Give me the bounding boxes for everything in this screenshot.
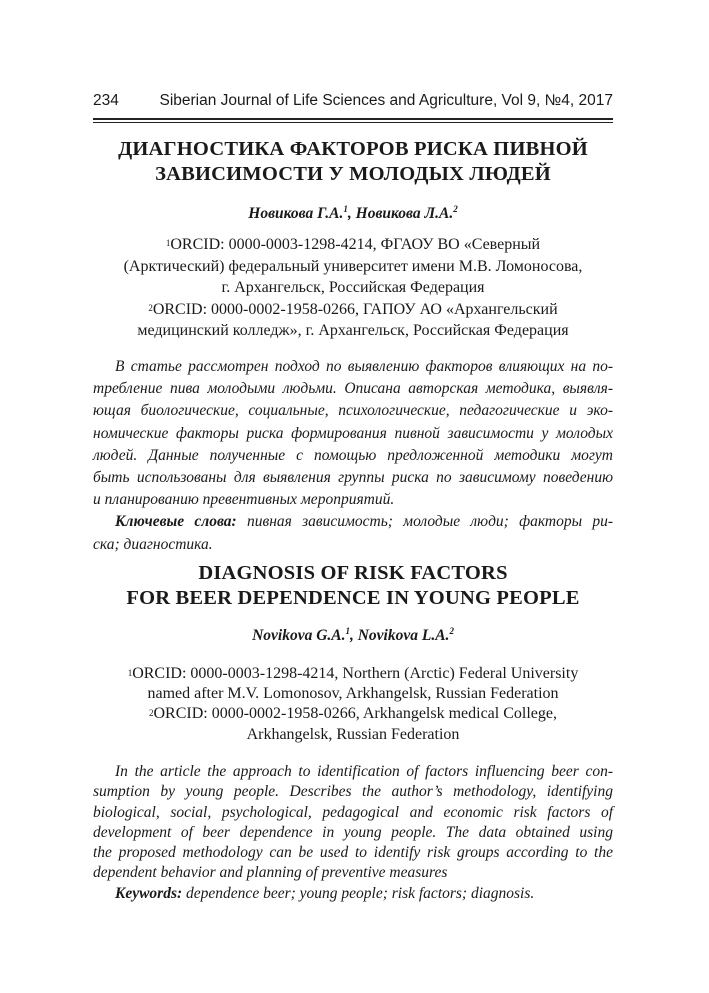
abstract-line: In the article the approach to identification of factors influencing beer con- [115,763,613,780]
affiliation-text: Arkhangelsk, Russian Federation [246,725,460,743]
title-line: DIAGNOSIS OF RISK FACTORS [198,562,508,584]
abstract-line: В статье рассмотрен подход по выявлению факторов влияющих на по- [115,358,613,375]
affiliation-line [93,725,613,745]
affiliation-text: ORCID: 0000-0002-1958-0266, ГАПОУ АО «Архангельский [152,300,558,318]
author-separator: , [349,627,358,644]
ru-affiliations [93,234,613,342]
keywords-text: dependence beer; young people; risk factors; diagnosis. [182,884,535,902]
en-authors [93,627,613,645]
page-number: 234 [93,92,119,109]
affiliation-line [93,277,613,299]
ru-title [93,137,613,187]
en-title [93,561,613,611]
affiliation-line [93,704,613,724]
affiliation-line [93,664,613,684]
header-rule-thick [93,118,613,120]
author: Новикова Г.А. [248,205,344,222]
abstract-line: sumption by young people. Describes the author’s methodology, identifying [93,783,613,801]
author-sup: 1 [343,204,348,214]
journal-name: Siberian Journal of Life Sciences and Agriculture, Vol 9, №4, 2017 [159,92,613,109]
en-abstract [93,762,613,904]
ru-authors [93,205,613,223]
affiliation-sup: 1 [165,238,171,248]
affiliation-text: named after M.V. Lomonosov, Arkhangelsk, Russian Federation [147,685,559,703]
keywords-label: Keywords: [115,884,183,902]
header-rule-thin [93,122,613,123]
affiliation-line [93,234,613,256]
author-sup: 1 [345,626,350,636]
abstract-line: development of beer dependence in young people. The data obtained using [93,823,613,841]
abstract-line: людей. Данные полученные с помощью предложенной методики могут [93,446,613,464]
affiliation-text: ORCID: 0000-0003-1298-4214, Northern (Arctic) Federal University [132,665,579,682]
keywords-label: Ключевые слова: [115,513,237,531]
abstract-line: biological, social, psychological, pedagogical and economic risk factors of [93,803,613,821]
running-header [93,92,613,110]
abstract-line: номические факторы риска формирования пивной зависимости у молодых [93,424,613,442]
abstract-line: требление пива молодыми людьми. Описана авторская методика, выявля- [93,380,613,398]
author: Novikova G.A. [252,627,346,644]
title-line: FOR BEER DEPENDENCE IN YOUNG PEOPLE [126,587,580,609]
keywords-line [93,884,613,904]
affiliation-line [93,256,613,278]
affiliation-line [93,684,613,704]
author: Novikova L.A. [357,627,450,644]
affiliation-sup: 2 [149,708,154,719]
en-affiliations [93,664,613,745]
abstract-line: ющая биологические, социальные, психологические, педагогические и эко- [93,402,613,420]
author-sup: 2 [453,204,458,214]
abstract-line: быть использованы для выявления группы риска по зависимому поведению [93,468,613,486]
keywords-text: пивная зависимость; молодые люди; факторы ри- [236,513,613,531]
abstract-line: the proposed methodology can be used to identify risk groups according to the [93,844,613,862]
abstract-line: dependent behavior and planning of preventive measures [93,864,448,882]
affiliation-sup: 1 [127,668,133,678]
abstract-line: и планированию превентивных мероприятий. [93,491,395,509]
affiliation-text: (Арктический) федеральный университет имени М.В. Ломоносова, [123,257,583,275]
author: Новикова Л.А. [355,205,454,222]
ru-abstract [93,356,613,556]
title-line: ДИАГНОСТИКА ФАКТОРОВ РИСКА ПИВНОЙ [118,138,588,160]
affiliation-text: г. Архангельск, Российская Федерация [221,279,485,296]
affiliation-line [93,320,613,342]
author-separator: , [347,205,356,222]
affiliation-text: медицинский колледж», г. Архангельск, Российская Федерация [137,322,569,339]
title-line: ЗАВИСИМОСТИ У МОЛОДЫХ ЛЮДЕЙ [155,163,551,185]
affiliation-text: ORCID: 0000-0002-1958-0266, Arkhangelsk medical College, [153,705,557,723]
affiliation-line [93,299,613,321]
author-sup: 2 [449,626,454,636]
affiliation-sup: 2 [148,302,153,313]
affiliation-text: ORCID: 0000-0003-1298-4214, ФГАОУ ВО «Северный [170,236,541,253]
keywords-line: ска; диагностика. [93,535,213,553]
keywords-line [93,511,613,533]
